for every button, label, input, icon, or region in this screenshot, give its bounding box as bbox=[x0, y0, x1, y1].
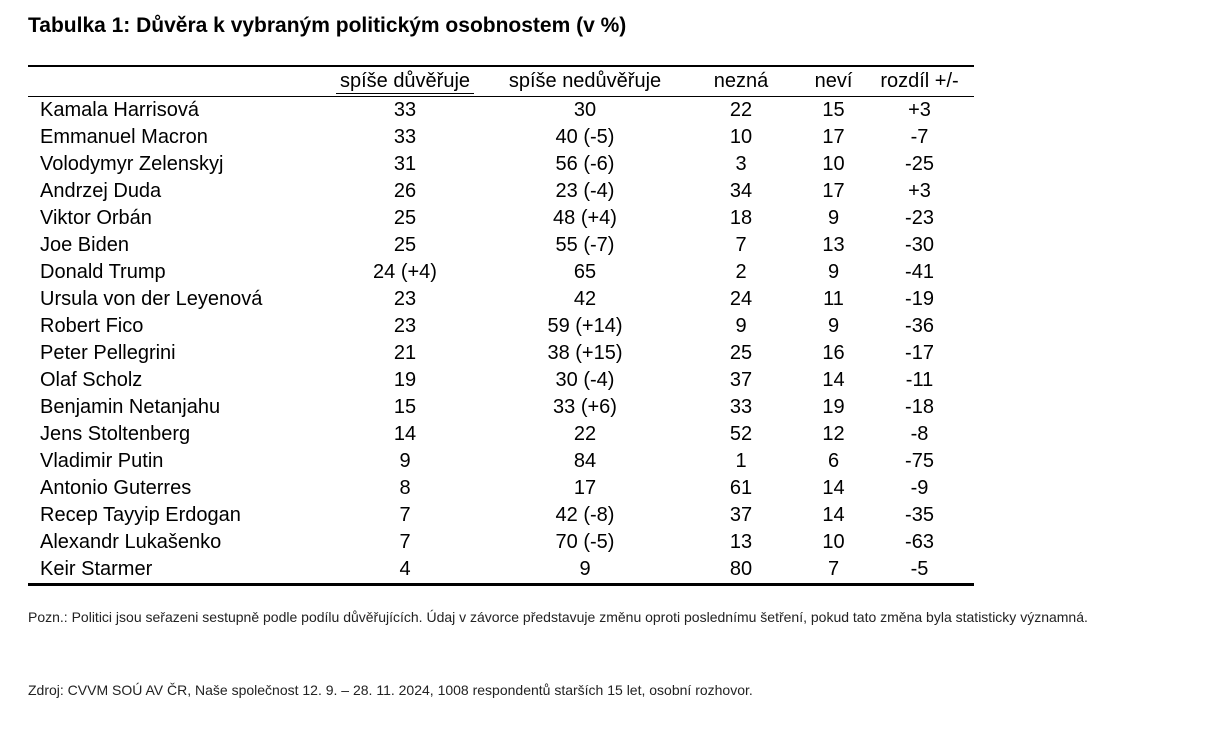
table-row bbox=[28, 340, 974, 367]
table-row bbox=[28, 502, 974, 529]
difference-value: -11 bbox=[905, 369, 934, 391]
table-title: Tabulka 1: Důvěra k vybraným politickým osobnostem (v %) bbox=[28, 14, 627, 37]
dont-know-value: 14 bbox=[822, 369, 845, 391]
unknown-value: 7 bbox=[735, 234, 747, 256]
difference-value: -17 bbox=[905, 342, 934, 364]
trust-value: 4 bbox=[399, 558, 411, 580]
politician-name: Recep Tayyip Erdogan bbox=[40, 504, 241, 526]
distrust-value: 38 (+15) bbox=[547, 342, 623, 364]
trust-value: 31 bbox=[393, 153, 417, 175]
dont-know-value: 13 bbox=[822, 234, 845, 256]
table-row bbox=[28, 313, 974, 340]
unknown-value: 1 bbox=[735, 450, 747, 472]
trust-value: 25 bbox=[393, 234, 417, 256]
dont-know-value: 10 bbox=[822, 531, 845, 553]
trust-value: 7 bbox=[399, 504, 411, 526]
trust-value: 15 bbox=[393, 396, 417, 418]
politician-name: Viktor Orbán bbox=[40, 207, 152, 229]
dont-know-value: 19 bbox=[822, 396, 845, 418]
header-unknown: nezná bbox=[713, 70, 769, 92]
distrust-value: 84 bbox=[573, 450, 597, 472]
table-row bbox=[28, 97, 974, 125]
unknown-value: 13 bbox=[729, 531, 753, 553]
dont-know-value: 7 bbox=[827, 558, 840, 580]
header-dont-know: neví bbox=[814, 70, 853, 92]
difference-value: -7 bbox=[910, 126, 929, 148]
trust-value: 19 bbox=[393, 369, 417, 391]
distrust-value: 42 bbox=[573, 288, 597, 310]
politician-name: Alexandr Lukašenko bbox=[40, 531, 222, 553]
unknown-value: 80 bbox=[729, 558, 753, 580]
distrust-value: 40 (-5) bbox=[555, 126, 615, 148]
trust-value: 21 bbox=[393, 342, 417, 364]
unknown-value: 25 bbox=[729, 342, 753, 364]
dont-know-value: 11 bbox=[823, 288, 844, 310]
table-row bbox=[28, 367, 974, 394]
distrust-value: 23 (-4) bbox=[555, 180, 615, 202]
unknown-value: 2 bbox=[735, 261, 747, 283]
dont-know-value: 9 bbox=[827, 207, 840, 229]
difference-value: -18 bbox=[905, 396, 934, 418]
distrust-value: 30 (-4) bbox=[555, 369, 615, 391]
trust-value: 23 bbox=[393, 315, 417, 337]
difference-value: -9 bbox=[910, 477, 929, 499]
table-row bbox=[28, 151, 974, 178]
unknown-value: 10 bbox=[729, 126, 753, 148]
politician-name: Joe Biden bbox=[40, 234, 129, 256]
dont-know-value: 17 bbox=[822, 180, 845, 202]
table-row bbox=[28, 232, 974, 259]
header-distrust: spíše nedůvěřuje bbox=[508, 70, 662, 92]
trust-value: 9 bbox=[399, 450, 411, 472]
difference-value: -23 bbox=[905, 207, 934, 229]
politician-name: Jens Stoltenberg bbox=[40, 423, 191, 445]
politician-name: Volodymyr Zelenskyj bbox=[40, 153, 224, 175]
table-row bbox=[28, 286, 974, 313]
difference-value: -25 bbox=[905, 153, 934, 175]
distrust-value: 30 bbox=[573, 99, 597, 121]
distrust-value: 70 (-5) bbox=[555, 531, 615, 553]
trust-value: 7 bbox=[399, 531, 411, 553]
distrust-value: 55 (-7) bbox=[555, 234, 615, 256]
politician-name: Antonio Guterres bbox=[40, 477, 192, 499]
politician-name: Olaf Scholz bbox=[40, 369, 143, 391]
dont-know-value: 16 bbox=[822, 342, 845, 364]
unknown-value: 37 bbox=[729, 369, 753, 391]
table-source: Zdroj: CVVM SOÚ AV ČR, Naše společnost 12. 9. – 28. 11. 2024, 1008 respondentů starších 15 let, osobní rozhovor. bbox=[28, 682, 753, 698]
unknown-value: 33 bbox=[729, 396, 753, 418]
difference-value: -19 bbox=[905, 288, 934, 310]
politician-name: Keir Starmer bbox=[40, 558, 153, 580]
trust-value: 26 bbox=[393, 180, 417, 202]
difference-value: -75 bbox=[905, 450, 934, 472]
table-row bbox=[28, 475, 974, 502]
distrust-value: 22 bbox=[573, 423, 597, 445]
difference-value: -35 bbox=[905, 504, 934, 526]
difference-value: +3 bbox=[908, 99, 931, 121]
difference-value: -5 bbox=[910, 558, 929, 580]
dont-know-value: 14 bbox=[822, 477, 845, 499]
unknown-value: 52 bbox=[729, 423, 753, 445]
trust-value: 33 bbox=[393, 126, 417, 148]
difference-value: -63 bbox=[905, 531, 934, 553]
trust-value: 33 bbox=[393, 99, 417, 121]
difference-value: -30 bbox=[905, 234, 934, 256]
dont-know-value: 9 bbox=[827, 261, 840, 283]
difference-value: -36 bbox=[905, 315, 934, 337]
distrust-value: 9 bbox=[579, 558, 591, 580]
difference-value: +3 bbox=[908, 180, 931, 202]
dont-know-value: 17 bbox=[822, 126, 845, 148]
table-row bbox=[28, 556, 974, 585]
difference-value: -8 bbox=[910, 423, 929, 445]
trust-value: 24 (+4) bbox=[373, 261, 437, 283]
table-row bbox=[28, 178, 974, 205]
politician-name: Vladimir Putin bbox=[40, 450, 164, 472]
table-row bbox=[28, 394, 974, 421]
table-row bbox=[28, 259, 974, 286]
distrust-value: 42 (-8) bbox=[555, 504, 615, 526]
distrust-value: 59 (+14) bbox=[547, 315, 623, 337]
distrust-value: 56 (-6) bbox=[555, 153, 615, 175]
table-body bbox=[28, 97, 974, 585]
table-row bbox=[28, 205, 974, 232]
politician-name: Ursula von der Leyenová bbox=[40, 288, 263, 310]
unknown-value: 18 bbox=[729, 207, 753, 229]
trust-value: 14 bbox=[393, 423, 417, 445]
distrust-value: 33 (+6) bbox=[553, 396, 617, 418]
unknown-value: 9 bbox=[735, 315, 747, 337]
dont-know-value: 14 bbox=[822, 504, 845, 526]
header-name bbox=[28, 66, 320, 97]
table-note: Pozn.: Politici jsou seřazeni sestupně podle podílu důvěřujících. Údaj v závorce představuje změnu oproti poslednímu šetření, pokud tato změna byla statisticky významná. bbox=[28, 609, 1088, 625]
trust-table bbox=[28, 65, 974, 586]
header-trust: spíše důvěřuje bbox=[320, 66, 490, 97]
trust-value: 8 bbox=[399, 477, 411, 499]
politician-name: Kamala Harrisová bbox=[40, 99, 199, 121]
difference-value: -41 bbox=[905, 261, 934, 283]
unknown-value: 3 bbox=[735, 153, 747, 175]
unknown-value: 34 bbox=[729, 180, 753, 202]
politician-name: Andrzej Duda bbox=[40, 180, 162, 202]
distrust-value: 65 bbox=[573, 261, 597, 283]
politician-name: Emmanuel Macron bbox=[40, 126, 208, 148]
unknown-value: 37 bbox=[729, 504, 753, 526]
trust-value: 25 bbox=[393, 207, 417, 229]
distrust-value: 17 bbox=[573, 477, 597, 499]
table-row bbox=[28, 448, 974, 475]
table-row bbox=[28, 421, 974, 448]
dont-know-value: 9 bbox=[827, 315, 840, 337]
trust-value: 23 bbox=[393, 288, 417, 310]
politician-name: Benjamin Netanjahu bbox=[40, 396, 221, 418]
table-row bbox=[28, 529, 974, 556]
politician-name: Robert Fico bbox=[40, 315, 144, 337]
politician-name: Donald Trump bbox=[40, 261, 166, 283]
dont-know-value: 6 bbox=[827, 450, 840, 472]
politician-name: Peter Pellegrini bbox=[40, 342, 176, 364]
dont-know-value: 12 bbox=[822, 423, 845, 445]
dont-know-value: 15 bbox=[822, 99, 845, 121]
unknown-value: 61 bbox=[729, 477, 753, 499]
distrust-value: 48 (+4) bbox=[553, 207, 617, 229]
unknown-value: 22 bbox=[729, 99, 753, 121]
unknown-value: 24 bbox=[729, 288, 753, 310]
table-row bbox=[28, 124, 974, 151]
table-header-row bbox=[28, 66, 974, 97]
dont-know-value: 10 bbox=[822, 153, 845, 175]
header-difference: rozdíl +/- bbox=[880, 70, 959, 92]
